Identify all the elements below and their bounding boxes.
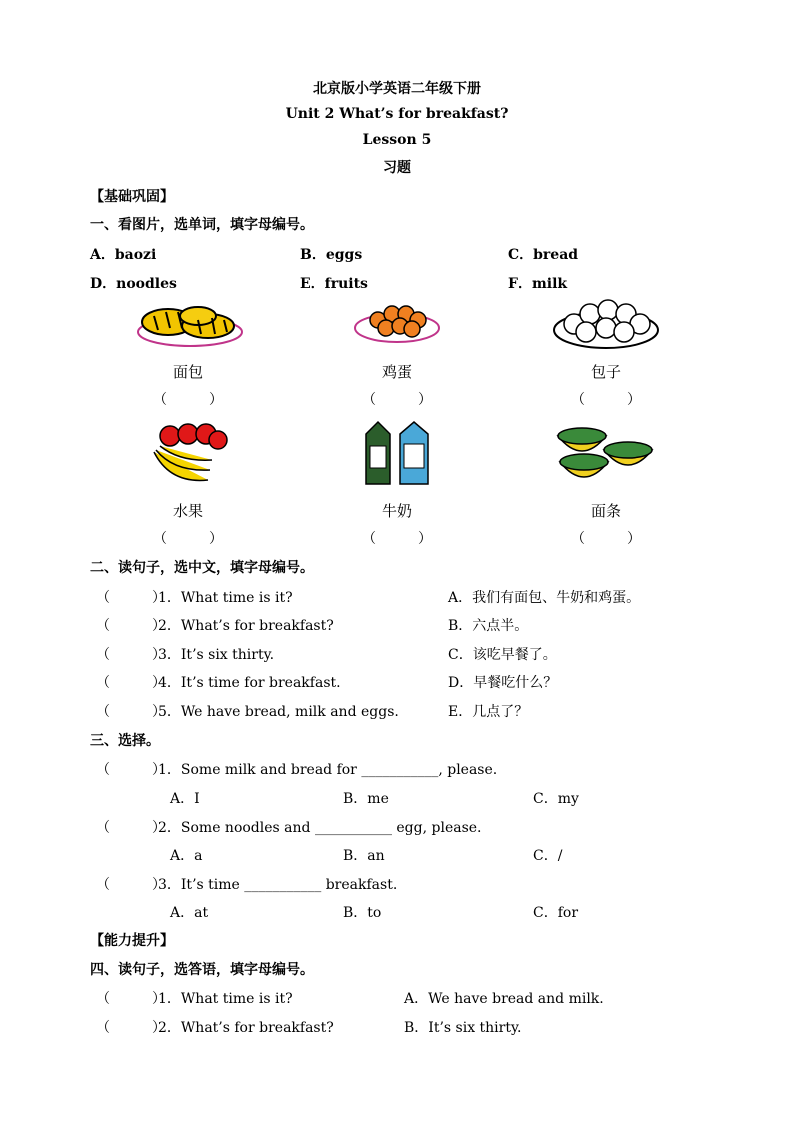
question-text: 1．What time is it?	[158, 991, 293, 1007]
answer-blank-fruits[interactable]: （ ）	[153, 531, 223, 547]
section-basic-heading: 【基础巩固】	[90, 189, 174, 205]
question-text: 5．We have bread, milk and eggs.	[158, 704, 399, 720]
answer-blank-baozi[interactable]: （ ）	[571, 392, 641, 408]
answer-blank[interactable]: （ ）	[96, 704, 166, 720]
choice-a: A．at	[170, 905, 209, 921]
answer-blank[interactable]: （ ）	[96, 647, 166, 663]
answer-blank[interactable]: （ ）	[96, 762, 166, 778]
choice-b: B．to	[343, 905, 382, 921]
noodles-icon	[554, 420, 658, 490]
option-b: B．eggs	[300, 247, 363, 263]
picture-label-fruits: 水果	[172, 502, 203, 520]
question-text: 3．It’s time ___________ breakfast.	[158, 877, 398, 893]
answer-blank-milk[interactable]: （ ）	[362, 531, 432, 547]
choice-a: A．a	[170, 848, 203, 864]
unit-title: Unit 2 What’s for breakfast?	[285, 106, 509, 122]
picture-label-eggs: 鸡蛋	[381, 363, 412, 381]
choice-a: A．I	[170, 791, 200, 807]
option-e: E．fruits	[300, 276, 368, 292]
question-text: 2．Some noodles and ___________ egg, please.	[158, 820, 482, 836]
question-text: 2．What’s for breakfast?	[158, 618, 334, 634]
fruits-icon	[150, 420, 230, 490]
answer-blank[interactable]: （ ）	[96, 820, 166, 836]
eggs-icon	[352, 298, 442, 346]
choice-text: D．早餐吃什么？	[448, 675, 558, 691]
picture-label-noodles: 面条	[590, 502, 621, 520]
section-improve-heading: 【能力提升】	[90, 933, 174, 949]
choice-b: B．me	[343, 791, 389, 807]
answer-blank[interactable]: （ ）	[96, 675, 166, 691]
milk-icon	[360, 418, 436, 488]
question-text: 3．It’s six thirty.	[158, 647, 275, 663]
answer-blank-noodles[interactable]: （ ）	[571, 531, 641, 547]
answer-blank[interactable]: （ ）	[96, 590, 166, 606]
choice-c: C．/	[533, 848, 563, 864]
option-a: A．baozi	[90, 247, 157, 263]
baozi-icon	[552, 294, 660, 352]
option-c: C．bread	[508, 247, 579, 263]
picture-label-milk: 牛奶	[381, 502, 412, 520]
choice-text: A．我们有面包、牛奶和鸡蛋。	[448, 590, 641, 606]
series-title: 北京版小学英语二年级下册	[313, 81, 481, 97]
answer-blank[interactable]: （ ）	[96, 991, 166, 1007]
answer-blank[interactable]: （ ）	[96, 1020, 166, 1036]
choice-text: C．该吃早餐了。	[448, 647, 557, 663]
part3-title: 三、选择。	[90, 733, 160, 749]
picture-label-bread: 面包	[172, 363, 203, 381]
question-text: 2．What’s for breakfast?	[158, 1020, 334, 1036]
answer-blank-bread[interactable]: （ ）	[153, 392, 223, 408]
part4-title: 四、读句子，选答语，填字母编号。	[90, 962, 314, 978]
option-d: D．noodles	[90, 276, 177, 292]
choice-c: C．my	[533, 791, 579, 807]
lesson-title: Lesson 5	[362, 132, 432, 148]
option-f: F．milk	[508, 276, 568, 292]
choice-text: B．It’s six thirty.	[404, 1020, 522, 1036]
question-text: 4．It’s time for breakfast.	[158, 675, 341, 691]
question-text: 1．What time is it?	[158, 590, 293, 606]
answer-blank[interactable]: （ ）	[96, 618, 166, 634]
bread-icon	[136, 300, 244, 350]
choice-text: A．We have bread and milk.	[404, 991, 604, 1007]
choice-b: B．an	[343, 848, 385, 864]
answer-blank[interactable]: （ ）	[96, 877, 166, 893]
part2-title: 二、读句子，选中文，填字母编号。	[90, 560, 314, 576]
picture-label-baozi: 包子	[590, 363, 621, 381]
choice-text: E．几点了？	[448, 704, 529, 720]
part1-title: 一、看图片，选单词，填字母编号。	[90, 217, 314, 233]
question-text: 1．Some milk and bread for ___________, please.	[158, 762, 498, 778]
choice-c: C．for	[533, 905, 579, 921]
answer-blank-eggs[interactable]: （ ）	[362, 392, 432, 408]
choice-text: B．六点半。	[448, 618, 529, 634]
exercise-title: 习题	[383, 160, 411, 176]
